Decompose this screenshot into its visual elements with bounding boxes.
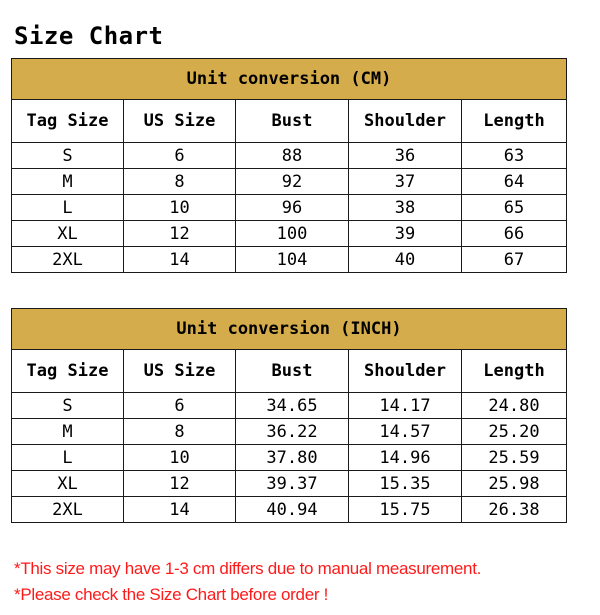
cell-us-size: 6 (124, 393, 236, 419)
table-row (12, 445, 567, 471)
cell-tag-size: 2XL (12, 247, 124, 273)
cell-length: 65 (462, 195, 567, 221)
page-title: Size Chart (14, 22, 164, 50)
cell-shoulder: 15.35 (349, 471, 462, 497)
cell-tag-size: S (12, 143, 124, 169)
cell-bust: 34.65 (236, 393, 349, 419)
header-row (12, 350, 567, 393)
cell-shoulder: 14.17 (349, 393, 462, 419)
cell-tag-size: S (12, 393, 124, 419)
table-row (12, 497, 567, 523)
cell-us-size: 6 (124, 143, 236, 169)
cell-us-size: 8 (124, 419, 236, 445)
table-row (12, 393, 567, 419)
cell-us-size: 10 (124, 445, 236, 471)
cell-shoulder: 38 (349, 195, 462, 221)
cell-us-size: 10 (124, 195, 236, 221)
cell-tag-size: XL (12, 221, 124, 247)
cell-length: 66 (462, 221, 567, 247)
cell-tag-size: M (12, 169, 124, 195)
header-tag-size: Tag Size (12, 100, 124, 143)
cell-bust: 92 (236, 169, 349, 195)
cell-shoulder: 14.96 (349, 445, 462, 471)
header-row (12, 100, 567, 143)
cell-shoulder: 15.75 (349, 497, 462, 523)
cell-length: 25.59 (462, 445, 567, 471)
table-row (12, 247, 567, 273)
cell-length: 25.98 (462, 471, 567, 497)
measurement-note: *This size may have 1-3 cm differs due to manual measurement. (14, 559, 482, 578)
cell-shoulder: 36 (349, 143, 462, 169)
cell-bust: 36.22 (236, 419, 349, 445)
size-table-cm (11, 58, 567, 273)
header-bust: Bust (236, 100, 349, 143)
size-table-inch (11, 308, 567, 523)
cell-shoulder: 14.57 (349, 419, 462, 445)
cell-us-size: 14 (124, 247, 236, 273)
cell-bust: 39.37 (236, 471, 349, 497)
header-shoulder: Shoulder (349, 100, 462, 143)
cell-tag-size: 2XL (12, 497, 124, 523)
cell-bust: 37.80 (236, 445, 349, 471)
cell-tag-size: XL (12, 471, 124, 497)
cell-bust: 104 (236, 247, 349, 273)
order-note: *Please check the Size Chart before order ! (14, 585, 329, 604)
table-row (12, 471, 567, 497)
table-caption: Unit conversion (CM) (12, 59, 567, 100)
cell-bust: 96 (236, 195, 349, 221)
table-row (12, 195, 567, 221)
cell-length: 24.80 (462, 393, 567, 419)
header-shoulder: Shoulder (349, 350, 462, 393)
header-length: Length (462, 100, 567, 143)
table-row (12, 419, 567, 445)
cell-tag-size: L (12, 195, 124, 221)
header-length: Length (462, 350, 567, 393)
cell-length: 63 (462, 143, 567, 169)
table-row (12, 169, 567, 195)
header-bust: Bust (236, 350, 349, 393)
cell-bust: 40.94 (236, 497, 349, 523)
cell-bust: 88 (236, 143, 349, 169)
cell-us-size: 12 (124, 221, 236, 247)
cell-length: 25.20 (462, 419, 567, 445)
cell-us-size: 12 (124, 471, 236, 497)
cell-length: 64 (462, 169, 567, 195)
cell-shoulder: 40 (349, 247, 462, 273)
cell-tag-size: L (12, 445, 124, 471)
cell-shoulder: 39 (349, 221, 462, 247)
header-us-size: US Size (124, 350, 236, 393)
cell-us-size: 8 (124, 169, 236, 195)
cell-us-size: 14 (124, 497, 236, 523)
header-us-size: US Size (124, 100, 236, 143)
table-caption: Unit conversion (INCH) (12, 309, 567, 350)
cell-length: 67 (462, 247, 567, 273)
cell-tag-size: M (12, 419, 124, 445)
cell-bust: 100 (236, 221, 349, 247)
table-row (12, 143, 567, 169)
cell-shoulder: 37 (349, 169, 462, 195)
cell-length: 26.38 (462, 497, 567, 523)
header-tag-size: Tag Size (12, 350, 124, 393)
table-row (12, 221, 567, 247)
